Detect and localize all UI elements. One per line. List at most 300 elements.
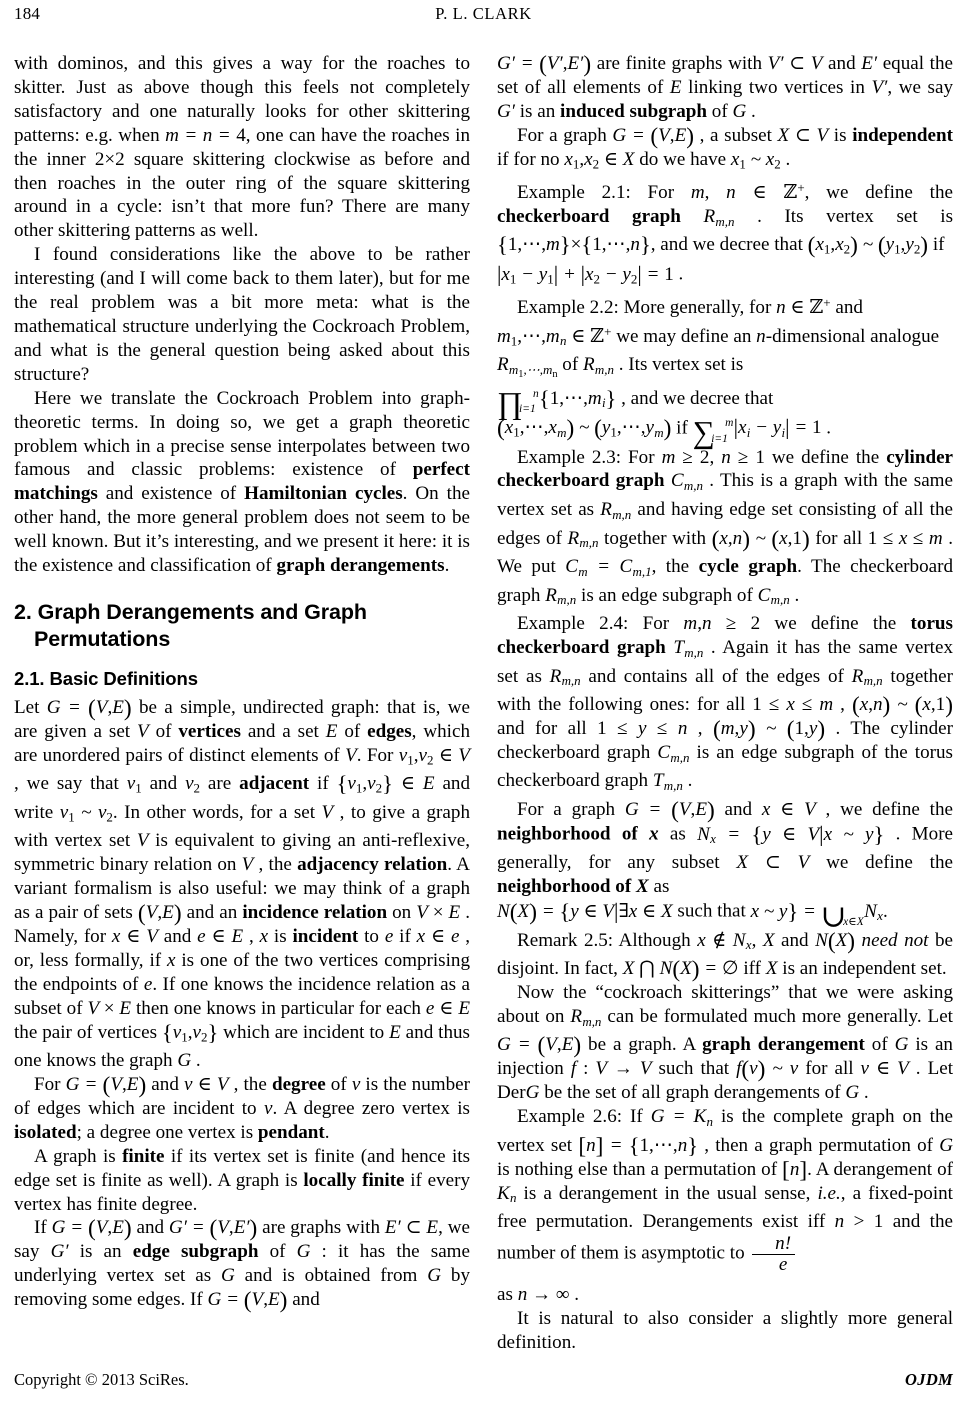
math-x: x bbox=[259, 925, 269, 947]
term-perfect-matchings: perfect matchings bbox=[14, 459, 470, 505]
math-G-VE-right3: G = (V,E) bbox=[497, 1032, 582, 1059]
text-run: is bbox=[268, 925, 293, 947]
example-2-6-tail bbox=[497, 1283, 953, 1307]
term-incidence-relation: incidence relation bbox=[242, 902, 388, 924]
example-2-2 bbox=[497, 291, 953, 320]
math-G-VE-2: G = (V,E) bbox=[65, 1072, 147, 1099]
math-abs-sum-eq-1: |x1 − y1| + |x2 − y2| = 1 bbox=[497, 260, 674, 287]
math-Gprime-VprimeEprime: G′ = (V′,E′) bbox=[497, 51, 592, 78]
text-run: is bbox=[828, 124, 853, 146]
text-run: . bbox=[859, 1082, 869, 1104]
text-run: is an independent set. bbox=[777, 958, 947, 980]
math-Rmn-4: $R_{m,n}$ bbox=[567, 527, 599, 551]
journal-abbreviation: OJDM bbox=[905, 1370, 953, 1389]
math-v1-v2-in-V: v1,v2 ∈ V bbox=[398, 744, 470, 768]
text-run: if bbox=[309, 773, 337, 795]
text-run: of bbox=[337, 720, 368, 742]
math-G-right3: G bbox=[845, 1082, 860, 1104]
math-X-subset-V-2: X ⊂ V bbox=[736, 852, 810, 874]
text-run: . bbox=[746, 100, 756, 122]
text-run: on bbox=[387, 902, 417, 924]
math-X: X bbox=[765, 958, 778, 980]
text-run: is the complete graph on the vertex set bbox=[497, 1106, 953, 1156]
text-run: and bbox=[287, 1289, 320, 1311]
text-run: such that bbox=[651, 1058, 737, 1080]
text-run: and bbox=[822, 53, 862, 74]
italic-n: n bbox=[756, 325, 766, 347]
text-run: and bbox=[830, 297, 863, 319]
term-isolated: isolated bbox=[14, 1121, 77, 1143]
math-G-VE-3: G = (V,E) bbox=[51, 1215, 132, 1242]
text-run: . Namely, for bbox=[14, 902, 471, 947]
math-x1x2-in-X: x1,x2 ∈ X bbox=[564, 148, 635, 172]
text-run: we may define an bbox=[611, 325, 757, 347]
section-heading-2 bbox=[14, 599, 470, 653]
term-cycle-graph: cycle graph bbox=[698, 556, 798, 578]
math-V: V bbox=[137, 720, 149, 742]
text-run: if bbox=[393, 925, 417, 947]
text-run: , one can have the roaches in the inner bbox=[14, 124, 470, 170]
paragraph-graph-definition bbox=[14, 696, 470, 1073]
paragraph-finite bbox=[14, 1145, 470, 1217]
math-e: e bbox=[384, 925, 394, 947]
left-column bbox=[14, 52, 471, 1314]
text-run: . The cylinder checkerboard graph bbox=[497, 717, 953, 763]
example-2-1 bbox=[497, 176, 953, 262]
math-my-sim-1y: (m,y) ~ (1,y) bbox=[712, 716, 826, 743]
math-Gprime-VEprime: G′ = (V,E′) bbox=[168, 1215, 258, 1242]
text-run: for all bbox=[798, 1058, 861, 1080]
math-v2: v2 bbox=[185, 773, 201, 796]
math-DerG: DerG bbox=[497, 1082, 540, 1104]
text-run: which are incident to bbox=[218, 1021, 390, 1043]
text-run: , the bbox=[228, 1074, 272, 1096]
math-n-bracket: [n] bbox=[782, 1156, 808, 1183]
text-run: Here we translate the Cockroach Problem into graph-theoretic terms. In doing so, we get a graph theoretic problem which in a precise sense interpolates between two famous and classic problems: existence of bbox=[14, 387, 470, 481]
text-run: Now the “cockroach skitterings” that we were asking about on bbox=[497, 982, 953, 1027]
math-Vprime-subset-V: V′ ⊂ V bbox=[767, 53, 823, 74]
text-run: then one knows in particular for each bbox=[131, 997, 426, 1019]
text-run: is one of the two vertices comprising the endpoints of bbox=[14, 949, 471, 995]
union-operator: ∪ bbox=[820, 897, 847, 933]
text-run: is an bbox=[68, 1241, 133, 1263]
text-run: of bbox=[557, 354, 583, 376]
math-tuple-sim-tuple: $(x1,\cdots,x_m)$ ~ $(y1,\cdots,y_m)$ bbox=[497, 415, 672, 442]
math-x-in-e: x ∈ e bbox=[416, 925, 460, 947]
math-Eprime-subset-E: E′ ⊂ E bbox=[384, 1217, 439, 1239]
fraction-numerator: n! bbox=[775, 1232, 792, 1254]
math-xn-sim-x1-2: (x,n) ~ (x,1) bbox=[851, 692, 953, 719]
text-run: and a set bbox=[240, 720, 326, 742]
math-n-in-Zplus: n ∈ ℤ+ bbox=[776, 295, 831, 319]
math-G-VE: G = (V,E) bbox=[46, 695, 132, 722]
math-1-le-y-le-n: 1 ≤ y ≤ n bbox=[597, 717, 688, 739]
text-run: and write bbox=[14, 773, 471, 823]
math-x-notin-Nx: x ∉ $N_x$, X bbox=[697, 929, 775, 953]
math-Cmn-2: $C_{m,n}$ bbox=[757, 584, 790, 608]
math-f-V-to-V: f : V → V bbox=[570, 1058, 652, 1080]
text-run: . On the other hand, the more general problem does not seem to be well known. But it’s interesting, and we present it here: it is the existence and classification of bbox=[14, 483, 470, 577]
math-G-VE-right: G = (V,E) bbox=[612, 123, 694, 150]
text-run: of bbox=[707, 100, 733, 122]
text-run: together with bbox=[598, 527, 712, 549]
term-graph-derangement: graph derangement bbox=[702, 1034, 865, 1056]
text-run: , we define the bbox=[815, 798, 953, 820]
text-run: . bbox=[821, 417, 832, 439]
text-run: are finite graphs with bbox=[591, 53, 768, 74]
text-run: , or, less formally, if bbox=[14, 925, 471, 971]
running-head bbox=[14, 0, 953, 34]
math-Eprime: E′ bbox=[861, 53, 878, 74]
text-run: and contains all of the edges of bbox=[580, 665, 852, 687]
product-operator: ∏ bbox=[497, 385, 523, 421]
display-neighborhood-of-X bbox=[497, 897, 953, 933]
math-Cmn: $C_{m,n}$ bbox=[670, 470, 703, 494]
text-run: iff bbox=[738, 958, 766, 980]
math-e2: e bbox=[143, 973, 153, 995]
paragraph-degree bbox=[14, 1073, 470, 1145]
text-run: . This is a graph with the same vertex set as bbox=[497, 470, 954, 520]
text-run: as bbox=[497, 1284, 518, 1306]
math-x1-sim-x2: x1 ~ x2 bbox=[730, 148, 781, 172]
text-run: Let bbox=[14, 696, 47, 718]
math-G-VE-right2: G = (V,E) bbox=[624, 797, 715, 824]
text-run: A graph is bbox=[34, 1145, 123, 1167]
math-sum-abs-eq-1: $\sum i=1m|x_i - y_i| = 1$ bbox=[692, 414, 822, 450]
text-run: is nothing else than a permutation of bbox=[497, 1158, 783, 1180]
text-run: . Its vertex set is bbox=[734, 205, 954, 227]
text-run: of bbox=[258, 1241, 297, 1263]
example-2-3 bbox=[497, 446, 953, 613]
math-1-le-x-le-m: 1 ≤ x ≤ m bbox=[867, 527, 943, 549]
math-x-in-V-right: x ∈ V bbox=[761, 798, 816, 820]
paragraph-neighborhood bbox=[497, 798, 953, 899]
paragraph-graph-derangement bbox=[497, 981, 953, 1105]
text-run: do we have bbox=[634, 148, 731, 170]
math-xn-sim-x1: (x,n) ~ (x,1) bbox=[711, 525, 810, 552]
summation-operator: ∑ bbox=[692, 414, 715, 450]
math-v1: v1 bbox=[126, 773, 142, 796]
text-run: if bbox=[671, 417, 693, 439]
term-incident: incident bbox=[292, 925, 359, 947]
math-fraction-n-factorial-over-e bbox=[752, 1234, 795, 1275]
math-vertex-set-product: {1,⋯,m}×{1,⋯,n} bbox=[497, 232, 651, 258]
example-2-2-display-1 bbox=[497, 385, 953, 421]
text-run: is an edge subgraph of the torus checkerboard graph bbox=[497, 741, 953, 792]
term-finite: finite bbox=[122, 1145, 165, 1167]
math-m1-mn-in-Zplus: $m1,\cdots,m_n$ ∈ ℤ+ bbox=[497, 323, 612, 349]
text-run: , and we decree that bbox=[650, 234, 808, 256]
math-Cmn-3: $C_{m,n}$ bbox=[657, 741, 690, 765]
math-m-n-ge-2: m,n ≥ 2 bbox=[683, 613, 761, 635]
math-v-in-V-right: v ∈ V bbox=[860, 1058, 909, 1080]
term-induced-subgraph: induced subgraph bbox=[560, 100, 708, 122]
text-run: is an bbox=[514, 100, 561, 122]
text-run: . Let bbox=[908, 1058, 954, 1080]
math-E2: E bbox=[389, 1021, 401, 1043]
sum-lower-limit: i=1 bbox=[711, 433, 728, 446]
text-run: is an edge subgraph of bbox=[576, 584, 758, 606]
term-checkerboard-graph: checkerboard graph bbox=[497, 205, 681, 227]
text-run: and thus one knows the graph bbox=[14, 1021, 470, 1072]
term-edges: edges bbox=[367, 720, 412, 742]
text-run: , the bbox=[253, 854, 298, 876]
example-label: Example 2.1: For bbox=[517, 182, 691, 203]
math-N-of-X-2: N(X) bbox=[815, 927, 856, 954]
paragraph-dominos bbox=[14, 52, 470, 243]
text-run: and bbox=[157, 925, 198, 947]
math-X-cap-NX-empty: X ⋂ N(X) = ∅ bbox=[622, 956, 739, 983]
math-v1-sim-v2: v1 ~ v2 bbox=[59, 801, 113, 825]
text-run: is the number of edges which are incident to bbox=[14, 1074, 471, 1119]
math-Rmn-6: $R_{m,n}$ bbox=[549, 665, 581, 689]
text-run: and bbox=[714, 798, 762, 820]
term-hamiltonian-cycles: Hamiltonian cycles bbox=[244, 483, 403, 505]
italic-ie: i.e. bbox=[817, 1182, 841, 1204]
text-run: and having edge set consisting of all the edges of bbox=[497, 498, 953, 549]
math-n-gt-1: n > 1 bbox=[834, 1211, 884, 1233]
paragraph-general-definition: It is natural to also consider a slightly more general definition. bbox=[497, 1308, 953, 1354]
example-label: Example 2.4: For bbox=[517, 613, 684, 635]
math-V3: V bbox=[321, 801, 334, 823]
text-run: If bbox=[34, 1217, 52, 1239]
text-run: , we say that bbox=[14, 773, 127, 795]
text-run: , a subset bbox=[694, 124, 778, 146]
remark-label: Remark 2.5: Although bbox=[517, 929, 698, 951]
math-e-in-E: e ∈ E bbox=[197, 925, 244, 947]
math-N-of-X-tail: x ~ $y\} = \cup x\in XN_x$. bbox=[750, 897, 888, 933]
math-m-n-4: m = n = 4 bbox=[165, 124, 246, 146]
math-V5: V bbox=[241, 854, 254, 876]
text-run: , a fixed-point free permutation. Derangements exist iff bbox=[497, 1182, 953, 1233]
math-X-subset-V: X ⊂ V bbox=[777, 124, 829, 146]
text-run: be disjoint. In fact, bbox=[497, 929, 954, 980]
math-set-v1v2: {v1,v2} bbox=[161, 1019, 219, 1045]
math-Rmn-3: $R_{m,n}$ bbox=[600, 498, 632, 522]
paragraph-independent bbox=[497, 124, 953, 176]
text-run: . A derangement of bbox=[807, 1158, 953, 1180]
text-run: the pair of vertices bbox=[14, 1021, 162, 1043]
math-Tmn: $T_{m,n}$ bbox=[673, 637, 704, 660]
section-heading-line1: 2. Graph Derangements and Graph bbox=[14, 599, 367, 624]
subsection-heading-2-1: 2.1. Basic Definitions bbox=[14, 667, 198, 689]
paragraph-edge-subgraph bbox=[14, 1216, 470, 1312]
text-run: , we define the bbox=[804, 182, 953, 203]
math-Tmn-2: $T_{m,n}$ bbox=[652, 770, 683, 794]
example-2-1-display bbox=[497, 262, 953, 291]
text-run: . Its vertex set is bbox=[613, 354, 744, 376]
body-columns bbox=[14, 51, 954, 1354]
text-run: For a graph bbox=[517, 124, 613, 146]
section-heading-line2: Permutations bbox=[34, 626, 171, 651]
term-neighborhood-of-x: neighborhood of x bbox=[497, 823, 659, 845]
running-title: P. L. CLARK bbox=[435, 4, 532, 23]
page-number: 184 bbox=[14, 4, 41, 23]
text-run: and is obtained from bbox=[234, 1265, 428, 1287]
text-run: of bbox=[325, 1074, 352, 1096]
text-run: , then a graph permutation of bbox=[698, 1134, 940, 1156]
text-run: be a simple, undirected graph: that is, we are given a set bbox=[14, 696, 471, 742]
text-run: , the bbox=[651, 556, 699, 578]
term-adjacent: adjacent bbox=[239, 773, 310, 795]
math-R-m1-mn: $R_{m_1,\cdots,m_n}$ bbox=[497, 354, 558, 380]
text-run: if every vertex has finite degree. bbox=[14, 1169, 470, 1215]
union-index: x∈X bbox=[843, 916, 864, 929]
text-run: . bbox=[789, 584, 800, 606]
text-run: . bbox=[444, 555, 450, 577]
remark-2-5 bbox=[497, 929, 953, 981]
product-lower-limit: i=1 bbox=[519, 403, 536, 416]
math-n-to-infinity: n → ∞ bbox=[517, 1284, 570, 1306]
term-independent: independent bbox=[852, 124, 953, 146]
math-Vprime: V′ bbox=[871, 76, 888, 98]
text-run: , bbox=[243, 925, 260, 947]
term-adjacency-relation: adjacency relation bbox=[297, 854, 448, 876]
text-run: , which are unordered pairs of distinct elements of bbox=[14, 720, 471, 766]
text-run: : it has the same underlying vertex set as bbox=[14, 1241, 471, 1287]
product-upper-limit: n bbox=[532, 387, 539, 400]
text-run: of bbox=[148, 720, 179, 742]
text-run: as bbox=[648, 875, 670, 897]
math-v: v bbox=[351, 1074, 361, 1096]
example-label: Example 2.2: More generally, for bbox=[517, 297, 777, 319]
text-run: such that bbox=[672, 900, 751, 922]
text-run: be the set of all graph derangements of bbox=[539, 1082, 846, 1104]
math-set-v1v2-in-E: {v1,v2} ∈ E bbox=[336, 771, 435, 797]
text-run: , to give a graph with vertex set bbox=[14, 801, 470, 852]
term-locally-finite: locally finite bbox=[303, 1169, 405, 1191]
text-run: and an bbox=[181, 902, 243, 924]
math-Rmn: $R_{m,n}$ bbox=[703, 205, 735, 229]
math-v-in-V: v ∈ V bbox=[184, 1074, 229, 1096]
math-m-ge2-n-ge1: m ≥ 2, n ≥ 1 bbox=[661, 446, 765, 468]
math-G-eq-Kn: $G = K_n$ bbox=[650, 1106, 713, 1129]
math-G-right4: G bbox=[939, 1134, 953, 1156]
math-x2: x bbox=[166, 949, 176, 971]
text-run: if bbox=[928, 234, 945, 256]
text-run: equal the set of all elements of bbox=[497, 53, 953, 98]
text-run: with dominos, and this gives a way for the roaches to skitter. Just as above though this feels not completely satisfactory and one naturally looks for other skittering patterns: e.g. when bbox=[14, 53, 470, 146]
text-run: linking two vertices in bbox=[681, 76, 872, 98]
math-pair-VE: (V,E) bbox=[137, 900, 182, 927]
term-vertices: vertices bbox=[178, 720, 241, 742]
italic-need-not: need not bbox=[855, 929, 929, 951]
math-Nx-def: $N_x = \{y$ ∈ V|x ~ y} bbox=[697, 820, 885, 847]
text-run: . Again it has the same vertex set as bbox=[497, 637, 954, 687]
text-run: . The checkerboard graph bbox=[497, 556, 953, 606]
paragraph-considerations: I found considerations like the above to be rather interesting (and I will come back to them later), but for me the real problem was a bit more meta: what is the mathematical structure underlying the Cockroach Problem, and what is the general question being asked about this structure? bbox=[14, 244, 470, 385]
text-run: and for all bbox=[497, 717, 598, 739]
text-run: we define the bbox=[809, 852, 954, 874]
text-run: . bbox=[780, 148, 791, 170]
math-VxE2: V × E bbox=[87, 997, 132, 1019]
term-degree: degree bbox=[271, 1074, 326, 1096]
math-Rmn-5: $R_{m,n}$ bbox=[545, 584, 577, 608]
text-run: of bbox=[864, 1034, 895, 1056]
text-run: . We put bbox=[497, 527, 954, 578]
math-Rmn-8: $R_{m,n}$ bbox=[570, 1005, 602, 1029]
math-Cm-eq-Cm1: $C_m = C_{m,1}$ bbox=[565, 556, 652, 579]
term-cylinder-checkerboard-graph: cylinder checkerboard graph bbox=[497, 446, 954, 492]
text-run: we define the bbox=[760, 613, 911, 635]
text-run: is a derangement in the usual sense, bbox=[516, 1182, 818, 1204]
math-m-n-in-Zplus: m, n ∈ ℤ+ bbox=[690, 180, 805, 203]
math-G-VE-4: G = (V,E) bbox=[207, 1287, 288, 1314]
math-G: G bbox=[177, 1050, 192, 1072]
math-fv-sim-v: f(v) ~ v bbox=[736, 1056, 799, 1083]
text-run: and bbox=[774, 929, 816, 951]
example-label: Example 2.6: If bbox=[517, 1106, 651, 1128]
math-2x2: 2×2 bbox=[94, 148, 125, 170]
text-run: and existence of bbox=[97, 483, 245, 505]
math-V4: V bbox=[136, 830, 149, 852]
text-run: . For bbox=[356, 744, 399, 766]
text-run: and bbox=[141, 773, 186, 795]
math-v2b: v bbox=[263, 1097, 273, 1119]
text-run: ; a degree one vertex is bbox=[76, 1121, 258, 1143]
text-run: , and we decree that bbox=[616, 387, 774, 409]
example-label: Example 2.3: For bbox=[517, 446, 662, 468]
copyright-notice: Copyright © 2013 SciRes. bbox=[14, 1370, 189, 1389]
term-edge-subgraph: edge subgraph bbox=[132, 1241, 259, 1263]
example-2-4 bbox=[497, 612, 953, 798]
text-run: -dimensional analogue bbox=[765, 325, 940, 347]
example-2-6 bbox=[497, 1105, 953, 1275]
text-run: to bbox=[358, 925, 385, 947]
text-run: For a graph bbox=[517, 798, 625, 820]
example-2-2-display-2 bbox=[497, 414, 953, 450]
math-Rmn-7: $R_{m,n}$ bbox=[851, 665, 883, 689]
text-run: is an injection bbox=[497, 1034, 953, 1080]
text-run: if for no bbox=[497, 148, 565, 170]
text-run: if its vertex set is finite (and hence its edge set is finite as well). A graph is bbox=[14, 1145, 470, 1191]
text-run: and bbox=[146, 1074, 184, 1096]
term-graph-derangements: graph derangements bbox=[276, 555, 445, 577]
math-VxE: V × E bbox=[416, 902, 461, 924]
math-E: E bbox=[325, 720, 338, 742]
text-run: are bbox=[200, 773, 240, 795]
text-run: . A variant formalism is also useful: we may think of a graph as a pair of sets bbox=[14, 854, 470, 924]
text-run: and the number of them is asymptotic to bbox=[497, 1211, 953, 1264]
text-run: be a graph. A bbox=[581, 1034, 703, 1056]
text-run: , bbox=[687, 717, 713, 739]
math-x-in-V: x ∈ V bbox=[111, 925, 158, 947]
text-run: . bbox=[673, 263, 684, 285]
math-Rmn-2: $R_{m,n}$ bbox=[582, 354, 614, 377]
text-run: are graphs with bbox=[257, 1217, 385, 1239]
math-G2: G bbox=[296, 1241, 311, 1263]
text-run: For bbox=[34, 1074, 66, 1096]
text-run: . If one knows the incidence relation as a subset of bbox=[14, 973, 470, 1019]
text-run: can be formulated much more generally. Let bbox=[601, 1005, 953, 1027]
text-run: . In other words, for a set bbox=[112, 801, 322, 823]
math-E-right: E bbox=[669, 76, 682, 98]
text-run: is equivalent to giving an anti-reflexive, symmetric binary relation on bbox=[14, 830, 470, 876]
text-run: together with the following ones: for all bbox=[497, 665, 953, 716]
term-torus-checkerboard-graph: torus checkerboard graph bbox=[497, 613, 953, 658]
right-column bbox=[497, 51, 954, 1354]
fraction-denominator: e bbox=[752, 1254, 795, 1275]
math-G4: G bbox=[427, 1265, 442, 1287]
text-run: , we say bbox=[14, 1217, 470, 1263]
text-run: . More generally, for any subset bbox=[497, 823, 954, 874]
text-run: we define the bbox=[764, 446, 887, 468]
sum-upper-limit: m bbox=[725, 417, 734, 430]
math-N-of-X: N(X) = {y ∈ V|∃x ∈ X bbox=[497, 897, 673, 925]
math-Gprime: G′ bbox=[50, 1241, 69, 1263]
text-run: . bbox=[569, 1284, 580, 1306]
math-1-le-x-le-m-2: 1 ≤ x ≤ m bbox=[752, 694, 834, 716]
